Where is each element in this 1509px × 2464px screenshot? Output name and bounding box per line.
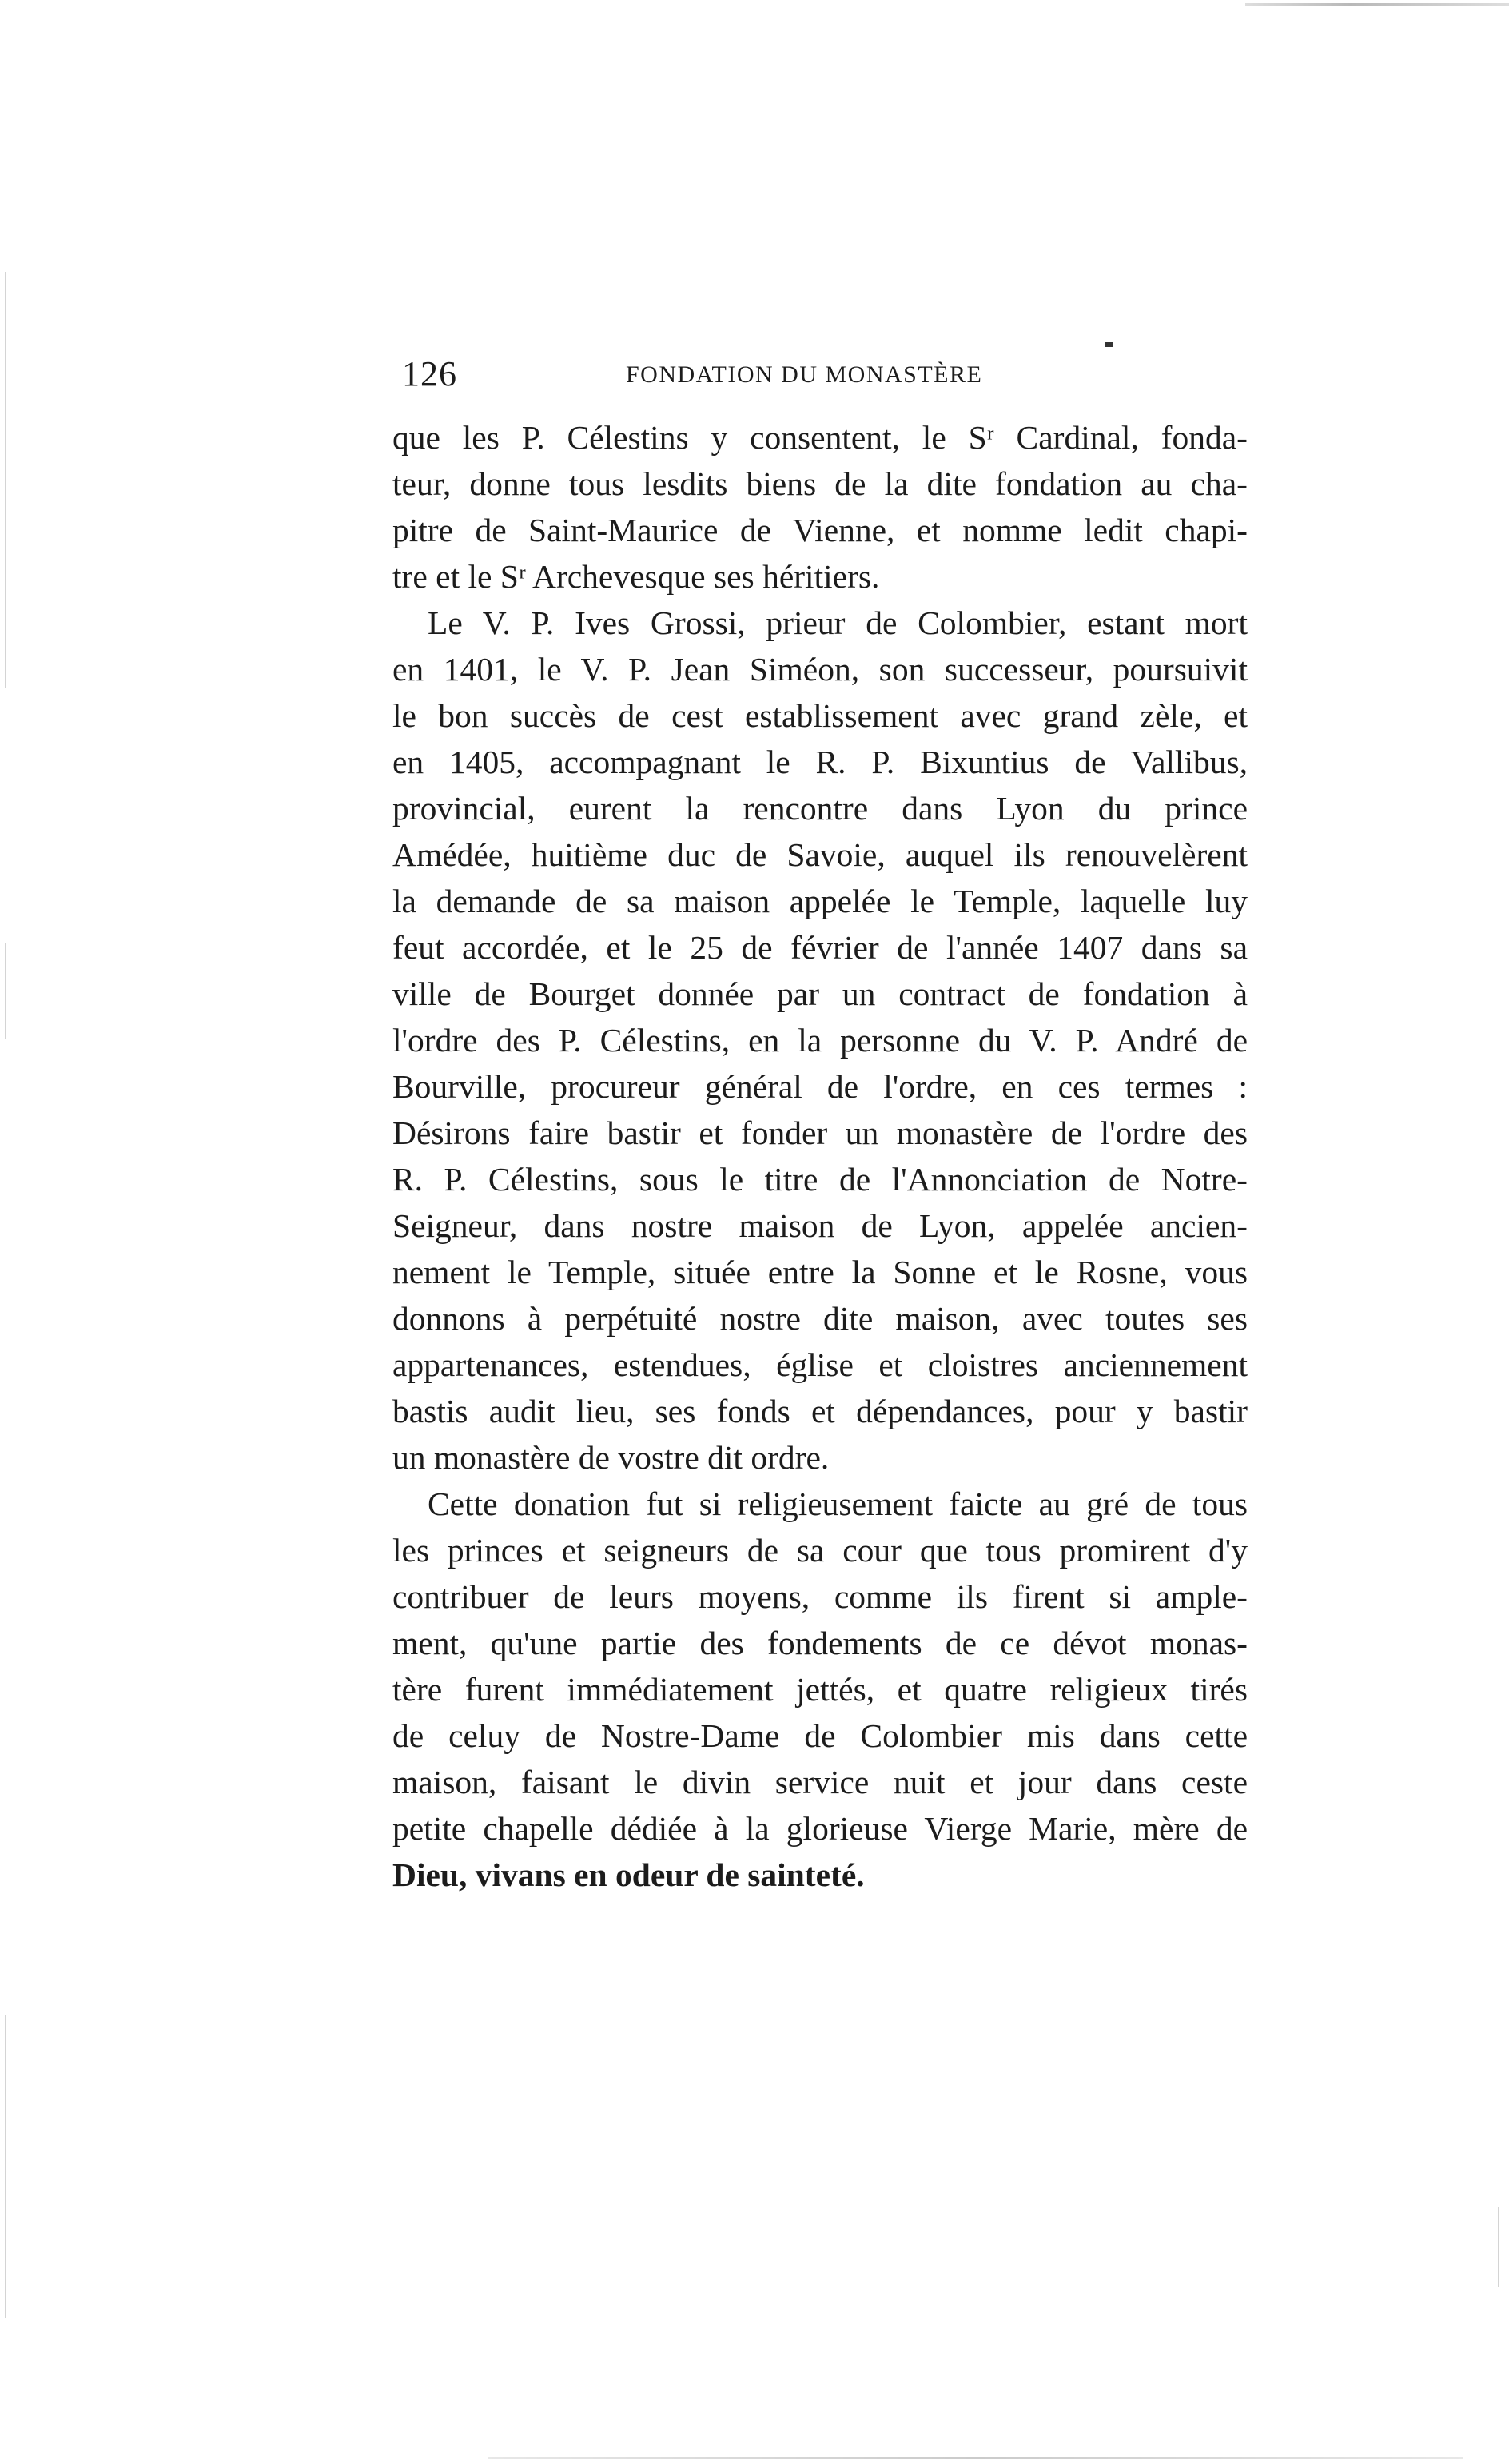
- text-line: pitre de Saint-Maurice de Vienne, et nomme ledit chapi-: [392, 512, 1248, 548]
- text-line: Cette donation fut si religieusement faicte au gré de tous: [428, 1485, 1248, 1522]
- text-line: les princes et seigneurs de sa cour que tous promirent d'y: [392, 1532, 1248, 1569]
- text-line: nement le Temple, située entre la Sonne et le Rosne, vous: [392, 1254, 1248, 1290]
- text-line: Désirons faire bastir et fonder un monastère de l'ordre des: [392, 1114, 1248, 1151]
- text-line: le bon succès de cest establissement avec grand zèle, et: [392, 697, 1248, 734]
- text-line: petite chapelle dédiée à la glorieuse Vierge Marie, mère de: [392, 1810, 1248, 1847]
- text-line: Seigneur, dans nostre maison de Lyon, appelée ancien-: [392, 1207, 1248, 1244]
- text-line: bastis audit lieu, ses fonds et dépendances, pour y bastir: [392, 1393, 1248, 1429]
- text-line: ment, qu'une partie des fondements de ce dévot monas-: [392, 1625, 1248, 1661]
- page-header: [402, 350, 1013, 398]
- text-line: l'ordre des P. Célestins, en la personne du V. P. André de: [392, 1022, 1248, 1059]
- text-line: appartenances, estendues, église et cloistres anciennement: [392, 1346, 1248, 1383]
- scan-artifact-left-edge: [5, 272, 6, 688]
- text-line: tre et le Sʳ Archevesque ses héritiers.: [392, 558, 880, 595]
- text-line: donnons à perpétuité nostre dite maison, avec toutes ses: [392, 1300, 1248, 1337]
- scan-artifact-right-edge: [1498, 2207, 1499, 2287]
- text-line: la demande de sa maison appelée le Temple, laquelle luy: [392, 883, 1248, 919]
- scan-artifact-bottom: [488, 2457, 1463, 2459]
- scan-artifact-left-edge: [5, 943, 6, 1039]
- text-line: que les P. Célestins y consentent, le Sʳ Cardinal, fonda-: [392, 419, 1248, 456]
- text-line: Dieu, vivans en odeur de sainteté.: [392, 1856, 865, 1893]
- text-line: feut accordée, et le 25 de février de l'année 1407 dans sa: [392, 929, 1248, 966]
- scan-artifact-top: [1245, 3, 1509, 6]
- text-line: un monastère de vostre dit ordre.: [392, 1439, 830, 1476]
- text-line: tère furent immédiatement jettés, et quatre religieux tirés: [392, 1671, 1248, 1708]
- text-line: Bourville, procureur général de l'ordre, en ces termes :: [392, 1068, 1248, 1105]
- text-line: en 1405, accompagnant le R. P. Bixuntius de Vallibus,: [392, 744, 1248, 780]
- text-line: maison, faisant le divin service nuit et jour dans ceste: [392, 1764, 1248, 1800]
- print-mark: [1105, 342, 1113, 347]
- running-head: FONDATION DU MONASTÈRE: [626, 361, 983, 388]
- text-line: provincial, eurent la rencontre dans Lyon du prince: [392, 790, 1248, 827]
- text-line: Amédée, huitième duc de Savoie, auquel ils renouvelèrent: [392, 836, 1248, 873]
- text-line: Le V. P. Ives Grossi, prieur de Colombier, estant mort: [428, 604, 1248, 641]
- text-line: teur, donne tous lesdits biens de la dite fondation au cha-: [392, 465, 1248, 502]
- page-number: 126: [402, 354, 457, 393]
- text-line: ville de Bourget donnée par un contract de fondation à: [392, 975, 1248, 1012]
- text-line: en 1401, le V. P. Jean Siméon, son successeur, poursuivit: [392, 651, 1248, 688]
- text-line: de celuy de Nostre-Dame de Colombier mis dans cette: [392, 1717, 1248, 1754]
- text-line: R. P. Célestins, sous le titre de l'Annonciation de Notre-: [392, 1161, 1248, 1198]
- body-text: [392, 414, 1248, 1898]
- text-line: contribuer de leurs moyens, comme ils firent si ample-: [392, 1578, 1248, 1615]
- scan-artifact-left-edge: [5, 2015, 6, 2318]
